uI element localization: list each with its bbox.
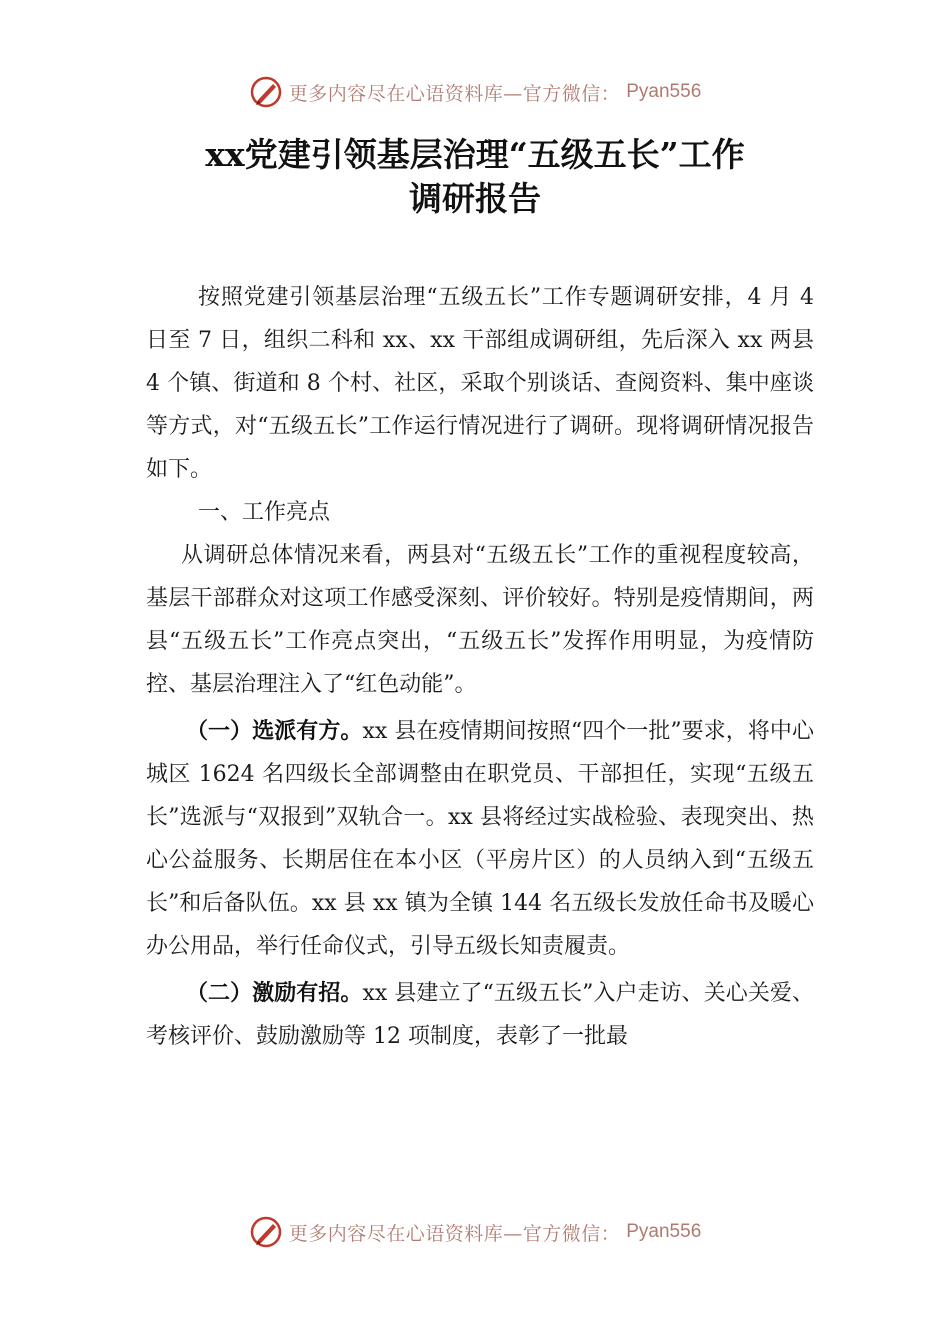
section-2-heading: （二）激励有招。 bbox=[186, 981, 363, 1006]
watermark-banner-top bbox=[0, 72, 950, 112]
section-1-heading: （一）选派有方。 bbox=[186, 719, 363, 744]
overview-paragraph: 从调研总体情况来看，两县对“五级五长”工作的重视程度较高，基层干部群众对这项工作感受深刻、评价较好。特别是疫情期间，两县“五级五长”工作亮点突出，“五级五长”发挥作用明显，为疫情防控、基层治理注入了“红色动能”。 bbox=[146, 543, 814, 697]
banner-wechat-id: Pyan556 bbox=[626, 81, 702, 102]
document-title bbox=[120, 133, 830, 221]
title-line-1: xx党建引领基层治理“五级五长”工作 bbox=[205, 135, 745, 174]
section-1-paragraph bbox=[146, 710, 814, 968]
banner-wechat-id: Pyan556 bbox=[626, 1221, 702, 1242]
document-body bbox=[146, 276, 814, 1058]
section-2-body: xx 县建立了“五级五长”入户走访、关心关爱、考核评价、鼓励激励等 12 项制度，表彰了一批最 bbox=[146, 981, 814, 1049]
watermark-banner-bottom bbox=[0, 1212, 950, 1252]
section-2-paragraph bbox=[146, 972, 814, 1058]
section-1-body: xx 县在疫情期间按照“四个一批”要求，将中心城区 1624 名四级长全部调整由在职党员、干部担任，实现“五级五长”选派与“双报到”双轨合一。xx 县将经过实战检验、表现突出、热心公益服务、长期居住在本小区（平房片区）的人员纳入到“五级五长”和后备队伍。xx 县 xx 镇为全镇 144 名五级长发放任命书及暖心办公用品，举行任命仪式，引导五级长知责履责。 bbox=[146, 719, 814, 959]
banner-text: 更多内容尽在心语资料库—官方微信： bbox=[288, 1222, 621, 1245]
intro-paragraph: 按照党建引领基层治理“五级五长”工作专题调研安排，4 月 4 日至 7 日，组织二科和 xx、xx 干部组成调研组，先后深入 xx 两县 4 个镇、街道和 8 个村、社区，采取个别谈话、查阅资料、集中座谈等方式，对“五级五长”工作运行情况进行了调研。现将调研情况报告如下。 bbox=[146, 285, 814, 482]
banner-text: 更多内容尽在心语资料库—官方微信： bbox=[288, 82, 621, 105]
title-line-2: 调研报告 bbox=[409, 179, 541, 218]
pen-logo-icon bbox=[249, 75, 283, 109]
heading-work-highlights: 一、工作亮点 bbox=[198, 500, 331, 525]
pen-logo-icon bbox=[249, 1215, 283, 1249]
